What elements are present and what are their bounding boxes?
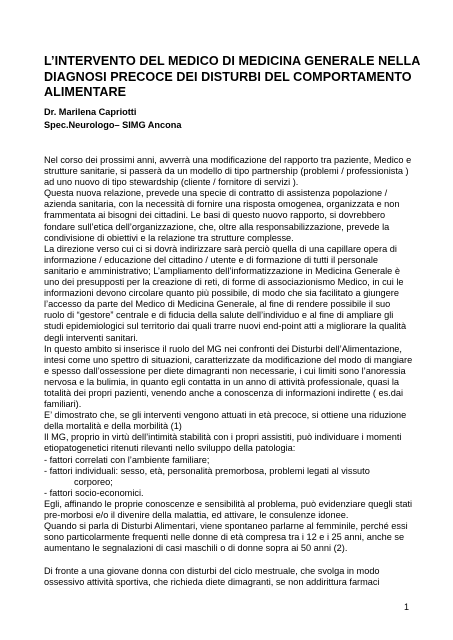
list-item: - fattori correlati con l’ambiente familiare; [44,454,210,465]
text-line: pre-morbosi e/o il divenire della malattia, ed attivare, le consulenze idonee. [44,510,349,520]
text-line: informazioni devono circolare quanto più possibile, di modo che sia facilitato a giungere [44,288,399,299]
text-line: Egli, affinando le proprie conoscenze e sensibilità al problema, può evidenziare quegli stati [44,498,413,509]
author-name: Dr. Marilena Capriotti [44,107,137,117]
document-title [44,54,424,101]
body-text [44,155,418,554]
text-line: intesi come uno spettro di situazioni, caratterizzate da modificazione del modo di mangiare [44,354,413,365]
author-block [44,106,182,131]
text-line: fondare sull’etica dell’organizzazione, che, oltre alla responsabilizzazione, prevede la [44,221,390,232]
text-line: azienda sanitaria, con la necessità di fornire una risposta omogenea, organizzata e non [44,199,400,210]
text-line: familiari). [44,399,82,410]
text-line: Di fronte a una giovane donna con disturbi del ciclo mestruale, che svolga in modo [44,566,380,576]
text-line: e spesso dall’ossessione per diete dimagranti non necessarie, i cui limiti sono l’anoressia [44,365,406,376]
text-line: sanitario e amministrativo; L’ampliamento dell’informatizzazione in Medicina Generale è [44,265,400,276]
list-item: - fattori individuali: sesso, età, personalità premorbosa, problemi legati al vissuto [44,465,370,476]
text-line: Il MG, proprio in virtù dell’intimità stabilità con i propri assistiti, può individuare i momenti [44,432,402,443]
text-line: studi epidemiologici sul territorio dai quali trarre nuovi end-point atti a migliorare la qualità [44,321,407,332]
page-number: 1 [404,602,410,612]
text-line: In questo ambito si inserisce il ruolo del MG nei confronti dei Disturbi dell’Alimentazione, [44,343,402,354]
list-item-continuation: corporeo; [74,476,113,487]
text-line: sono particolarmente frequenti nelle donne di età compresa tra i 12 e i 25 anni, anche se [44,532,405,543]
title-line: DIAGNOSI PRECOCE DEI DISTURBI DEL COMPORTAMENTO [44,69,412,84]
list-item: - fattori socio-economici. [44,487,144,498]
text-line: Questa nuova relazione, prevede una specie di contratto di assistenza popolazione / [44,188,388,199]
text-line: ossessivo attività sportiva, che richieda diete dimagranti, se non addirittura farmaci [44,577,380,588]
text-line: La direzione verso cui ci si dovrà indirizzare sarà perciò quella di una capillare opera di [44,243,397,254]
text-line: frammentata ai bisogni dei cittadini. Le basi di questo nuovo rapporto, si dovrebbero [44,210,386,221]
text-line: l’accesso da parte del Medico di Medicina Generale, al fine di rendere possibile il suo [44,299,391,310]
text-line: Quando si parla di Disturbi Alimentari, viene spontaneo parlarne al femminile, perché essi [44,521,408,532]
text-line: totalità dei propri pazienti, venendo anche a conoscenza di informazioni indirette ( es.dai [44,387,404,398]
text-line: informazione / educazione del cittadino / utente e di formazione di tutti il personale [44,254,379,265]
text-line: strutture sanitarie, si passerà da un modello di tipo partnership (problemi / professionista ) [44,166,409,177]
text-line: nervosa e la bulimia, in quanto egli contatta in un anno di attività professionale, quasi la [44,376,399,387]
text-line: E’ dimostrato che, se gli interventi vengono attuati in età precoce, si ottiene una riduzione [44,410,407,421]
text-line: Nel corso dei prossimi anni, avverrà una modificazione del rapporto tra paziente, Medico e [44,155,412,165]
body-text-second-paragraph [44,566,418,588]
author-affiliation: Spec.Neurologo– SIMG Ancona [44,119,182,130]
text-line: della mortalità e della morbilità (1) [44,421,182,432]
text-line: condivisione di obiettivi e la relazione tra strutture complesse. [44,232,294,243]
title-line: L’INTERVENTO DEL MEDICO DI MEDICINA GENERALE NELLA [44,54,421,68]
title-line: ALIMENTARE [44,85,127,99]
text-line: uno dei presupposti per la creazione di reti, di forme di associazionismo Medico, in cui le [44,277,404,288]
text-line: degli interventi sanitari. [44,332,138,343]
text-line: ruolo di “gestore” centrale e di fiducia della salute dell’individuo e al fine di ampliare gli [44,310,394,321]
text-line: aumentano le segnalazioni di casi maschili o di donne sopra ai 50 anni (2). [44,543,348,554]
text-line: etiopatogenetici ritenuti rilevanti nello sviluppo della patologia: [44,443,296,454]
text-line: ad uno nuovo di tipo stewardship (cliente / fornitore di servizi ). [44,177,299,188]
